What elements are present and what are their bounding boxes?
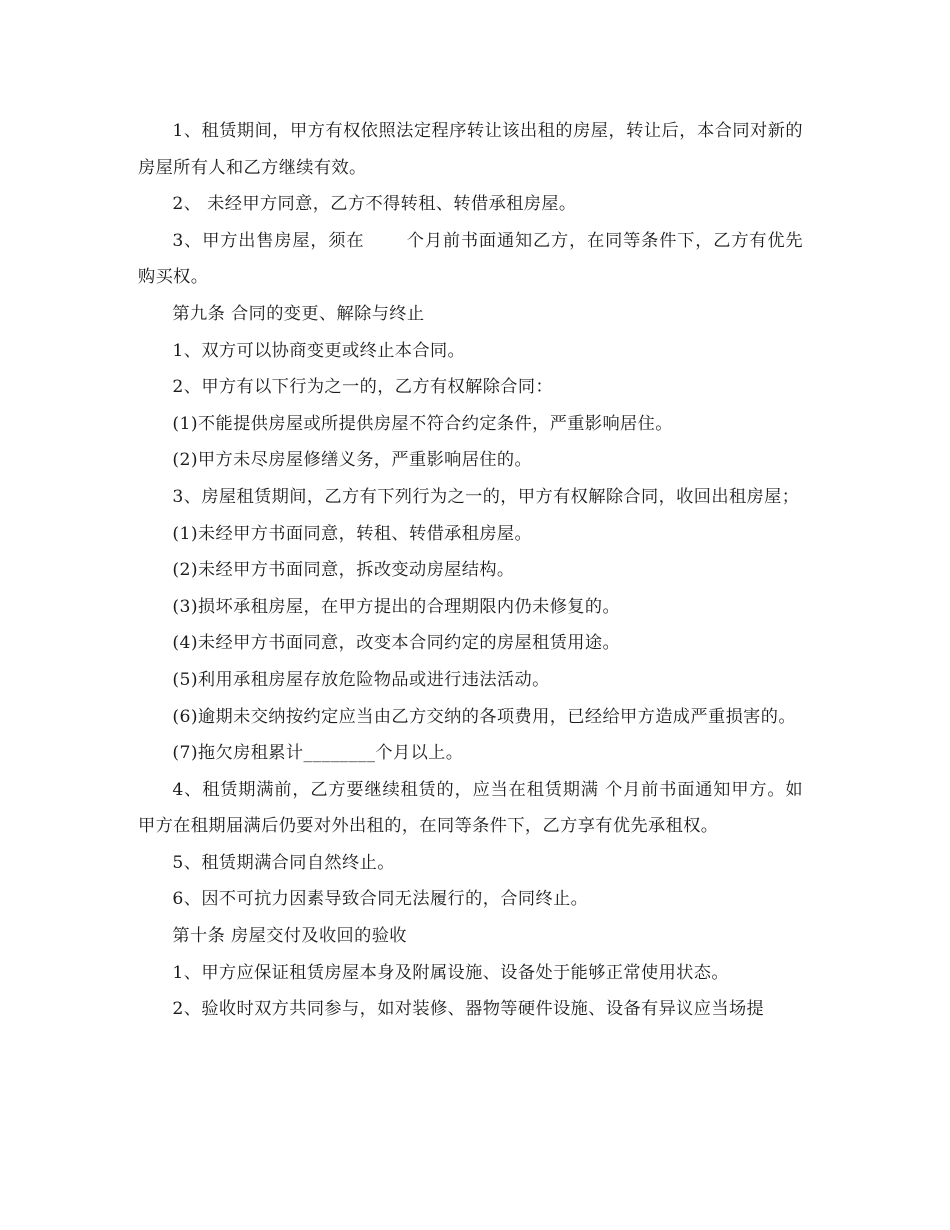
- contract-body: [138, 113, 803, 1028]
- article-heading: 第九条 合同的变更、解除与终止: [172, 303, 425, 324]
- clause-paragraph: 5、租赁期满合同自然终止。: [172, 852, 395, 873]
- sub-clause: (7)拖欠房租累计________个月以上。: [172, 743, 464, 764]
- sub-clause: (5)利用承租房屋存放危险物品或进行违法活动。: [172, 669, 550, 690]
- sub-clause: (6)逾期未交纳按约定应当由乙方交纳的各项费用，已经给甲方造成严重损害的。: [172, 706, 796, 727]
- clause-paragraph: 1、双方可以协商变更或终止本合同。: [172, 340, 466, 361]
- sub-clause: (4)未经甲方书面同意，改变本合同约定的房屋租赁用途。: [172, 633, 621, 654]
- clause-paragraph: 2、甲方有以下行为之一的，乙方有权解除合同：: [172, 377, 554, 398]
- clause-paragraph: 2、验收时双方共同参与，如对装修、器物等硬件设施、设备有异议应当场提: [172, 999, 765, 1020]
- sub-clause: (2)甲方未尽房屋修缮义务，严重影响居住的。: [172, 450, 533, 471]
- clause-paragraph: 2、 未经甲方同意，乙方不得转租、转借承租房屋。: [172, 194, 577, 215]
- sub-clause: (1)不能提供房屋或所提供房屋不符合约定条件，严重影响居住。: [172, 413, 673, 434]
- clause-paragraph: 1、甲方应保证租赁房屋本身及附属设施、设备处于能够正常使用状态。: [172, 962, 729, 983]
- clause-paragraph: 4、租赁期满前，乙方要继续租赁的，应当在租赁期满 个月前书面通知甲方。如甲方在租期届满后仍要对外出租的，在同等条件下，乙方享有优先承租权。: [138, 779, 803, 837]
- clause-paragraph: 6、因不可抗力因素导致合同无法履行的，合同终止。: [172, 889, 589, 910]
- clause-paragraph: 3、甲方出售房屋，须在 个月前书面通知乙方，在同等条件下，乙方有优先购买权。: [138, 230, 803, 288]
- clause-paragraph: 3、房屋租赁期间，乙方有下列行为之一的，甲方有权解除合同，收回出租房屋；: [172, 486, 800, 507]
- sub-clause: (3)损坏承租房屋，在甲方提出的合理期限内仍未修复的。: [172, 596, 621, 617]
- sub-clause: (1)未经甲方书面同意，转租、转借承租房屋。: [172, 523, 533, 544]
- clause-paragraph: 1、租赁期间，甲方有权依照法定程序转让该出租的房屋，转让后，本合同对新的房屋所有人和乙方继续有效。: [138, 121, 803, 178]
- article-heading: 第十条 房屋交付及收回的验收: [172, 926, 407, 947]
- sub-clause: (2)未经甲方书面同意，拆改变动房屋结构。: [172, 560, 515, 581]
